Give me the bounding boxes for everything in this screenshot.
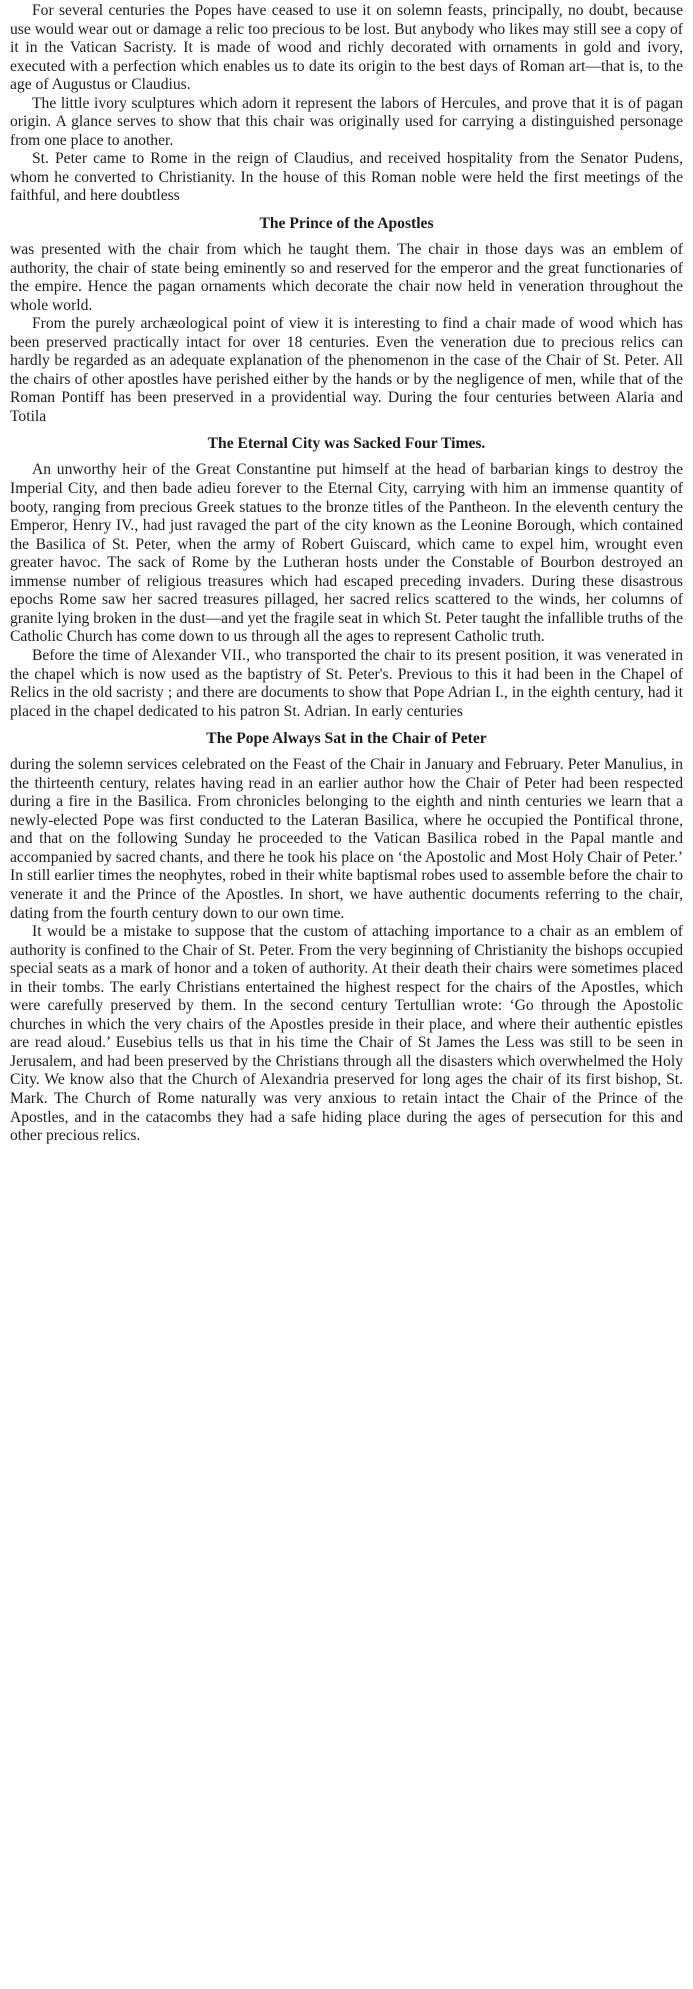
section-heading-pope-always-sat: The Pope Always Sat in the Chair of Peter — [206, 730, 487, 748]
paragraph-4: was presented with the chair from which he taught them. The chair in those days was an emblem of authority, the chair of state being eminently so and reserved for the emperor and the great functionaries of the empire. Hence the pagan ornaments which decorate the chair now held in veneration throughout the whole world. — [10, 241, 683, 314]
section-heading-eternal-city: The Eternal City was Sacked Four Times. — [207, 435, 486, 453]
paragraph-5: From the purely archæological point of view it is interesting to find a chair made of wood which has been preserved practically intact for over 18 centuries. Even the veneration due to precious relics can hardly be regarded as an adequate explanation of the phenomenon in the case of the Chair of St. Peter. All the chairs of other apostles have perished either by the hands or by the negligence of men, while that of the Roman Pontiff has been preserved in a providential way. During the four centuries between Alaria and Totila — [10, 315, 683, 425]
paragraph-2: The little ivory sculptures which adorn it represent the labors of Hercules, and prove that it is of pagan origin. A glance serves to show that this chair was originally used for carrying a distinguished personage from one place to another. — [10, 94, 683, 149]
paragraph-3: St. Peter came to Rome in the reign of Claudius, and received hospitality from the Senator Pudens, whom he converted to Christianity. In the house of this Roman noble were held the first meetings of the faithful, and here doubtless — [10, 150, 683, 205]
paragraph-8: during the solemn services celebrated on the Feast of the Chair in January and February. Peter Manulius, in the thirteenth century, relates having read in an earlier author how the Chair of Peter had been respected during a fire in the Basilica. From chronicles belonging to the eighth and ninth centuries we learn that a newly-elected Pope was first conducted to the Lateran Basilica, where he occupied the Pontifical throne, and that on the following Sunday he proceeded to the Vatican Basilica robed in the Papal mantle and accompanied by sacred chants, and there he took his place on ‘the Apostolic and Most Holy Chair of Peter.’ In still earlier times the neophytes, robed in their white baptismal robes used to assemble before the chair to venerate it and the Prince of the Apostles. In short, we have authentic documents referring to the chair, dating from the fourth century down to our own time. — [10, 756, 683, 922]
paragraph-7: Before the time of Alexander VII., who transported the chair to its present position, it was venerated in the chapel which is now used as the baptistry of St. Peter's. Previous to this it had been in the Chapel of Relics in the old sacristy ; and there are documents to show that Pope Adrian I., in the eighth century, had it placed in the chapel dedicated to his patron St. Adrian. In early centuries — [10, 646, 683, 720]
paragraph-1: For several centuries the Popes have ceased to use it on solemn feasts, principally, no doubt, because use would wear out or damage a relic too precious to be lost. But anybody who likes may still see a copy of it in the Vatican Sacristy. It is made of wood and richly decorated with ornaments in gold and ivory, executed with a perfection which enables us to date its origin to the best days of Roman art—that is, to the age of Augustus or Claudius. — [10, 2, 683, 94]
paragraph-9: It would be a mistake to suppose that the custom of attaching importance to a chair as an emblem of authority is confined to the Chair of St. Peter. From the very beginning of Christianity the bishops occupied special seats as a mark of honor and a token of authority. At their death their chairs were sometimes placed in their tombs. The early Christians entertained the highest respect for the chairs of the Apostles, which were carefully preserved by them. In the second century Tertullian wrote: ‘Go through the Apostolic churches in which the very chairs of the Apostles preside in their place, and where their authentic epistles are read aloud.’ Eusebius tells us that in his time the Chair of St James the Less was still to be seen in Jerusalem, and had been preserved by the Christians through all the disasters which overwhelmed the Holy City. We know also that the Church of Alexandria preserved for long ages the chair of its first bishop, St. Mark. The Church of Rome naturally was very anxious to retain intact the Chair of the Prince of the Apostles, and in the catacombs they had a safe hiding place during the ages of persecution for this and other precious relics. — [10, 923, 683, 1145]
section-heading-prince-of-apostles: The Prince of the Apostles — [259, 215, 434, 233]
paragraph-6: An unworthy heir of the Great Constantine put himself at the head of barbarian kings to destroy the Imperial City, and then bade adieu forever to the Eternal City, carrying with him an immense quantity of booty, ranging from precious Greek statues to the bronze titles of the Pantheon. In the eleventh century the Emperor, Henry IV., had just ravaged the part of the city known as the Leonine Borough, which contained the Basilica of St. Peter, when the army of Robert Guiscard, which came to expel him, wrought even greater havoc. The sack of Rome by the Lutheran hosts under the Constable of Bourbon destroyed an immense number of religious treasures which had escaped preceding invaders. During these disastrous epochs Rome saw her sacred treasures pillaged, her sacred relics scattered to the winds, her columns of granite lying broken in the dust—and yet the fragile seat in which St. Peter taught the infallible truths of the Catholic Church has come down to us through all the ages to represent Catholic truth. — [10, 461, 683, 646]
